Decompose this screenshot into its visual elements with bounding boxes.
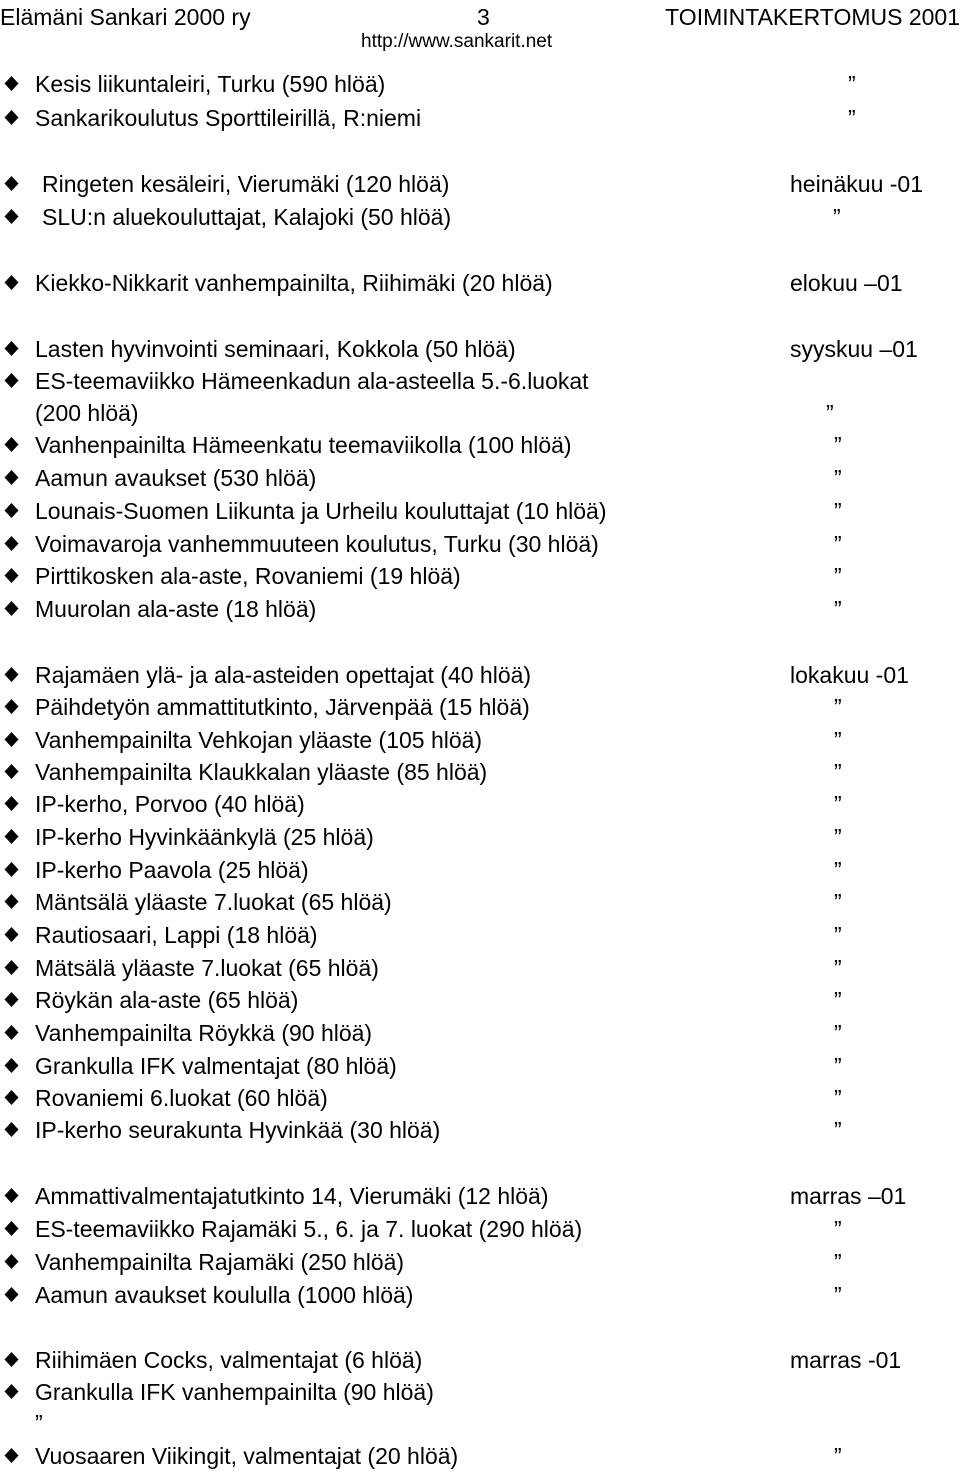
event-description: Päihdetyön ammattitutkinto, Järvenpää (15 hlöä) [35, 694, 530, 720]
website-url[interactable]: http://www.sankarit.net [361, 31, 553, 52]
list-item [0, 494, 960, 528]
diamond-bullet-icon [4, 1188, 19, 1203]
list-item [0, 167, 960, 201]
ditto-mark: ” [834, 694, 842, 720]
list-item [0, 951, 960, 985]
event-description: Voimavaroja vanhemmuuteen koulutus, Turku (30 hlöä) [35, 531, 599, 557]
event-description: IP-kerho seurakunta Hyvinkää (30 hlöä) [35, 1117, 441, 1143]
event-description: Vanhempainilta Röykkä (90 hlöä) [35, 1020, 373, 1046]
event-description: Lounais-Suomen Liikunta ja Urheilu kouluttajat (10 hlöä) [35, 498, 607, 524]
diamond-bullet-icon [4, 667, 19, 682]
ditto-mark: ” [848, 105, 856, 131]
ditto-mark: ” [834, 791, 842, 817]
event-description: Muurolan ala-aste (18 hlöä) [35, 596, 317, 622]
event-description: Kesis liikuntaleiri, Turku (590 hlöä) [35, 71, 386, 97]
diamond-bullet-icon [4, 1122, 19, 1137]
diamond-bullet-icon [4, 176, 19, 191]
list-item [0, 1375, 960, 1409]
diamond-bullet-icon [4, 568, 19, 583]
diamond-bullet-icon [4, 1058, 19, 1073]
diamond-bullet-icon [4, 1025, 19, 1040]
diamond-bullet-icon [4, 1384, 19, 1399]
event-description: Mätsälä yläaste 7.luokat (65 hlöä) [35, 955, 379, 981]
ditto-mark: ” [834, 922, 842, 948]
diamond-bullet-icon [4, 992, 19, 1007]
diamond-bullet-icon [4, 829, 19, 844]
ditto-mark: ” [834, 1216, 842, 1242]
event-description: Aamun avaukset koululla (1000 hlöä) [35, 1282, 414, 1308]
list-item [0, 723, 960, 757]
page-number: 3 [477, 4, 490, 30]
list-item [0, 364, 960, 398]
organization-name: Elämäni Sankari 2000 ry [0, 4, 251, 30]
event-description: IP-kerho Hyvinkäänkylä (25 hlöä) [35, 824, 374, 850]
event-description: Grankulla IFK vanhempainilta (90 hlöä) [35, 1379, 434, 1405]
diamond-bullet-icon [4, 1254, 19, 1269]
list-item [0, 332, 960, 366]
diamond-bullet-icon [4, 1352, 19, 1367]
list-item [0, 1049, 960, 1083]
ditto-mark: ” [833, 204, 841, 230]
page-header [0, 0, 960, 60]
event-description: Lasten hyvinvointi seminaari, Kokkola (50 hlöä) [35, 336, 516, 362]
diamond-bullet-icon [4, 373, 19, 388]
list-item [0, 559, 960, 593]
ditto-mark: ” [35, 1410, 43, 1436]
diamond-bullet-icon [4, 796, 19, 811]
diamond-bullet-icon [4, 341, 19, 356]
list-item [0, 1278, 960, 1312]
list-item [0, 1245, 960, 1279]
event-description: Mäntsälä yläaste 7.luokat (65 hlöä) [35, 889, 392, 915]
ditto-mark: ” [834, 824, 842, 850]
diamond-bullet-icon [4, 1221, 19, 1236]
event-description: Sankarikoulutus Sporttileirillä, R:niemi [35, 105, 422, 131]
event-description: Grankulla IFK valmentajat (80 hlöä) [35, 1053, 397, 1079]
ditto-mark: ” [834, 727, 842, 753]
event-description: ES-teemaviikko Rajamäki 5., 6. ja 7. luokat (290 hlöä) [35, 1216, 583, 1242]
event-description: (200 hlöä) [35, 400, 139, 426]
ditto-mark: ” [848, 71, 856, 97]
event-description: Rautiosaari, Lappi (18 hlöä) [35, 922, 318, 948]
list-item [0, 1179, 960, 1213]
event-date: lokakuu -01 [790, 662, 909, 688]
event-description: Ammattivalmentajatutkinto 14, Vierumäki (12 hlöä) [35, 1183, 549, 1209]
event-description: Vanhenpainilta Hämeenkatu teemaviikolla (100 hlöä) [35, 432, 572, 458]
list-item [0, 1081, 960, 1115]
list-item [0, 592, 960, 626]
ditto-mark: ” [834, 1053, 842, 1079]
list-item [0, 820, 960, 854]
ditto-mark: ” [834, 759, 842, 785]
list-item [0, 101, 960, 135]
list-item [0, 853, 960, 887]
list-item [0, 787, 960, 821]
list-item [0, 918, 960, 952]
event-description: IP-kerho Paavola (25 hlöä) [35, 857, 309, 883]
diamond-bullet-icon [4, 764, 19, 779]
ditto-mark: ” [834, 596, 842, 622]
list-item [0, 690, 960, 724]
diamond-bullet-icon [4, 1448, 19, 1463]
ditto-mark: ” [834, 1443, 842, 1469]
list-item [0, 527, 960, 561]
diamond-bullet-icon [4, 437, 19, 452]
list-item [0, 461, 960, 495]
ditto-mark: ” [834, 563, 842, 589]
ditto-mark: ” [834, 857, 842, 883]
event-description: ES-teemaviikko Hämeenkadun ala-asteella 5.-6.luokat [35, 368, 589, 394]
list-item [0, 1016, 960, 1050]
event-description: Pirttikosken ala-aste, Rovaniemi (19 hlöä) [35, 563, 461, 589]
list-item [0, 1406, 960, 1440]
event-date: heinäkuu -01 [790, 171, 923, 197]
diamond-bullet-icon [4, 536, 19, 551]
ditto-mark: ” [834, 1117, 842, 1143]
ditto-mark: ” [834, 889, 842, 915]
ditto-mark: ” [826, 400, 834, 426]
ditto-mark: ” [834, 987, 842, 1013]
event-description: Ringeten kesäleiri, Vierumäki (120 hlöä) [42, 171, 450, 197]
diamond-bullet-icon [4, 275, 19, 290]
diamond-bullet-icon [4, 503, 19, 518]
event-description: IP-kerho, Porvoo (40 hlöä) [35, 791, 305, 817]
diamond-bullet-icon [4, 76, 19, 91]
list-item [0, 200, 960, 234]
ditto-mark: ” [834, 432, 842, 458]
list-item [0, 1343, 960, 1377]
diamond-bullet-icon [4, 894, 19, 909]
list-item [0, 396, 960, 430]
ditto-mark: ” [834, 498, 842, 524]
event-date: marras –01 [790, 1183, 907, 1209]
ditto-mark: ” [834, 955, 842, 981]
diamond-bullet-icon [4, 927, 19, 942]
diamond-bullet-icon [4, 862, 19, 877]
ditto-mark: ” [834, 465, 842, 491]
report-title: TOIMINTAKERTOMUS 2001 [665, 4, 960, 30]
list-item [0, 67, 960, 101]
event-description: Vanhempainilta Klaukkalan yläaste (85 hlöä) [35, 759, 488, 785]
event-description: Riihimäen Cocks, valmentajat (6 hlöä) [35, 1347, 423, 1373]
list-item [0, 658, 960, 692]
diamond-bullet-icon [4, 110, 19, 125]
ditto-mark: ” [834, 1020, 842, 1046]
list-item [0, 755, 960, 789]
event-description: Rajamäen ylä- ja ala-asteiden opettajat (40 hlöä) [35, 662, 532, 688]
diamond-bullet-icon [4, 1090, 19, 1105]
event-date: marras -01 [790, 1347, 902, 1373]
list-item [0, 885, 960, 919]
event-description: Aamun avaukset (530 hlöä) [35, 465, 317, 491]
list-item [0, 428, 960, 462]
list-item [0, 1113, 960, 1147]
diamond-bullet-icon [4, 732, 19, 747]
ditto-mark: ” [834, 1085, 842, 1111]
list-item [0, 1212, 960, 1246]
diamond-bullet-icon [4, 960, 19, 975]
event-description: Vanhempainilta Vehkojan yläaste (105 hlöä) [35, 727, 483, 753]
diamond-bullet-icon [4, 699, 19, 714]
event-description: SLU:n aluekouluttajat, Kalajoki (50 hlöä) [42, 204, 452, 230]
event-description: Vanhempainilta Rajamäki (250 hlöä) [35, 1249, 405, 1275]
list-item [0, 266, 960, 300]
list-item [0, 1439, 960, 1473]
diamond-bullet-icon [4, 470, 19, 485]
diamond-bullet-icon [4, 1287, 19, 1302]
diamond-bullet-icon [4, 601, 19, 616]
event-description: Vuosaaren Viikingit, valmentajat (20 hlöä) [35, 1443, 459, 1469]
event-date: elokuu –01 [790, 270, 903, 296]
list-item [0, 983, 960, 1017]
diamond-bullet-icon [4, 209, 19, 224]
event-description: Kiekko-Nikkarit vanhempainilta, Riihimäki (20 hlöä) [35, 270, 553, 296]
ditto-mark: ” [834, 1282, 842, 1308]
event-description: Rovaniemi 6.luokat (60 hlöä) [35, 1085, 328, 1111]
ditto-mark: ” [834, 1249, 842, 1275]
event-description: Röykän ala-aste (65 hlöä) [35, 987, 299, 1013]
event-date: syyskuu –01 [790, 336, 918, 362]
ditto-mark: ” [834, 531, 842, 557]
